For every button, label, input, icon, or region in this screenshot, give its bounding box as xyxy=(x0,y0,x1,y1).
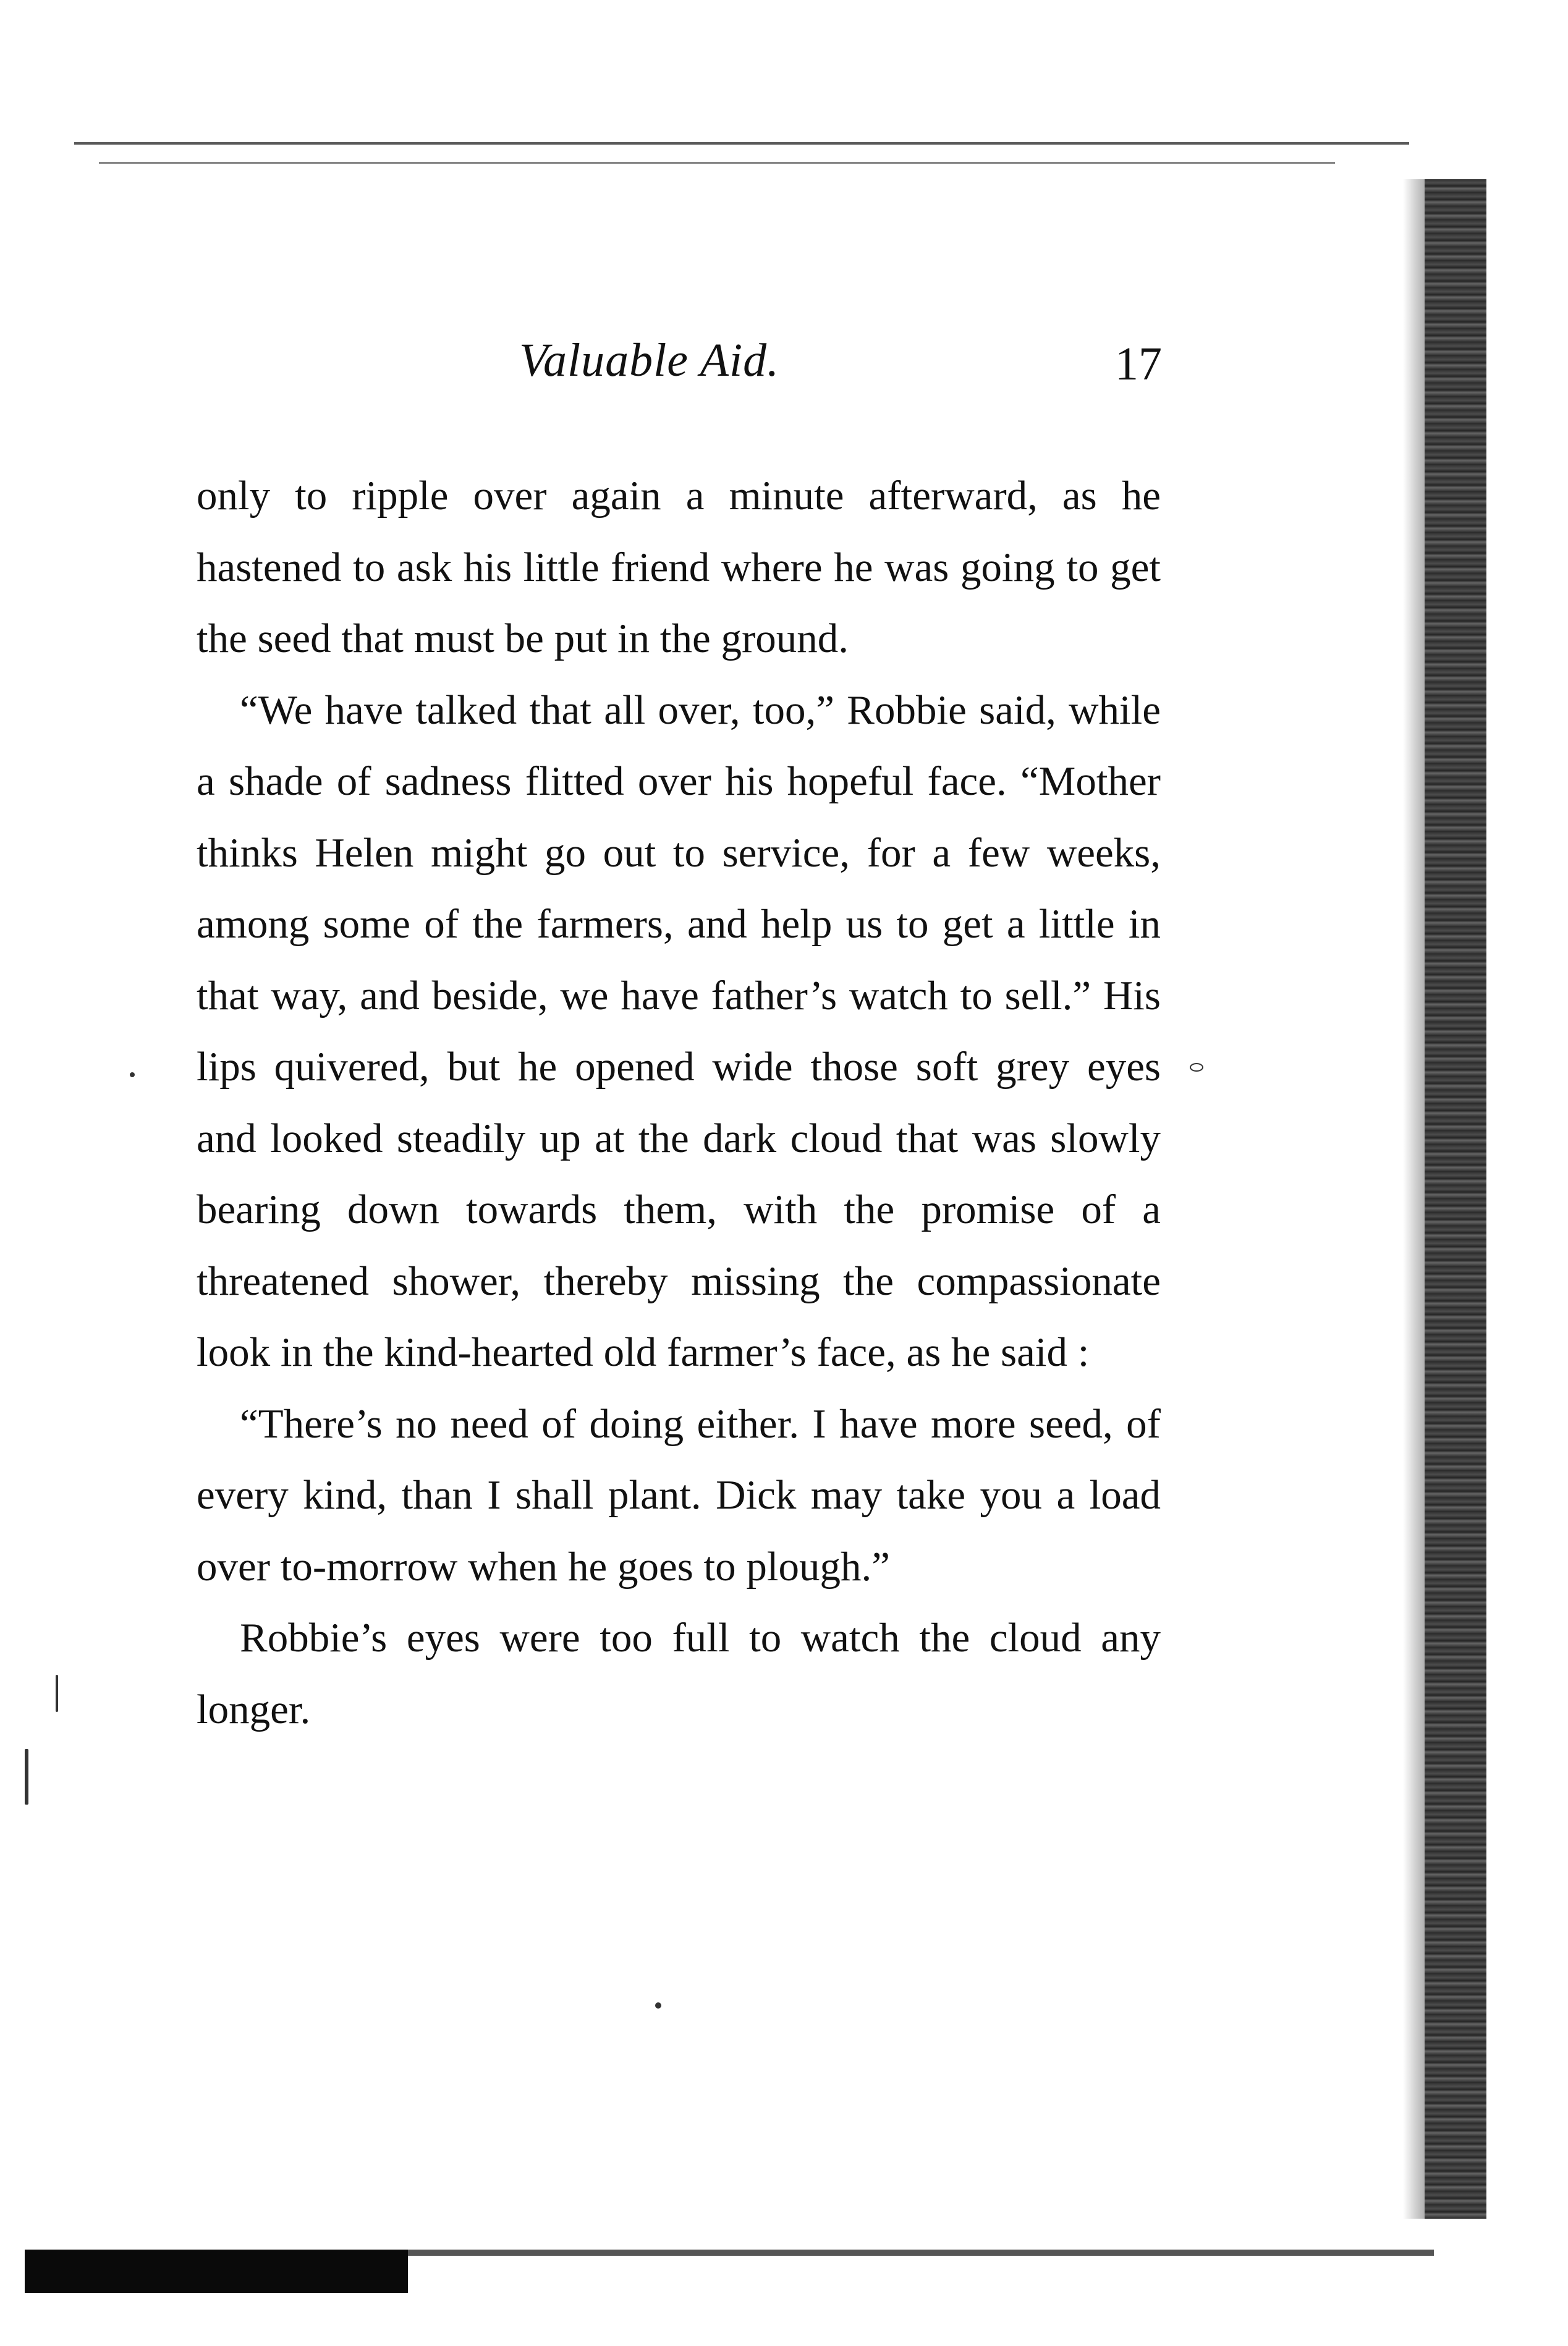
running-head: Valuable Aid. xyxy=(519,334,780,386)
scan-speck xyxy=(25,1749,28,1805)
page-edge-shadow xyxy=(1425,179,1486,2219)
paragraph-2: “We have talked that all over, too,” Robbie said, while a shade of sadness flitted over his hopeful face. “Mother thinks Helen might go out to service, for a few weeks, among some of the farmers, and help us to get a little in that way, and beside, we have father’s watch to sell.” His lips quivered, but he opened wide those soft grey eyes and looked steadily up at the dark cloud that was slowly bearing down towards them, with the promise of a threatened shower, thereby missing the compassionate look in the kind-hearted old farmer’s face, as he said : xyxy=(197,687,1161,1375)
scan-speck xyxy=(56,1675,58,1712)
paragraph-3: “There’s no need of doing either. I have more seed, of every kind, than I shall plant. Dick may take you a load over to-morrow when he goes to plough.” xyxy=(197,1400,1161,1590)
scan-speck xyxy=(1190,1063,1203,1072)
scan-speck xyxy=(130,1072,135,1077)
body-text xyxy=(197,460,1161,1745)
bottom-border-bar xyxy=(25,2250,408,2293)
top-border-rule xyxy=(74,142,1409,145)
page-header xyxy=(198,334,1162,402)
paragraph-4: Robbie’s eyes were too full to watch the cloud any longer. xyxy=(197,1615,1161,1732)
page-number: 17 xyxy=(1115,338,1162,390)
scan-speck xyxy=(655,2002,661,2009)
top-border-rule-secondary xyxy=(99,162,1335,164)
paragraph-1: only to ripple over again a minute afterward, as he hastened to ask his little friend where he was going to get the seed that must be put in the ground. xyxy=(197,473,1161,661)
